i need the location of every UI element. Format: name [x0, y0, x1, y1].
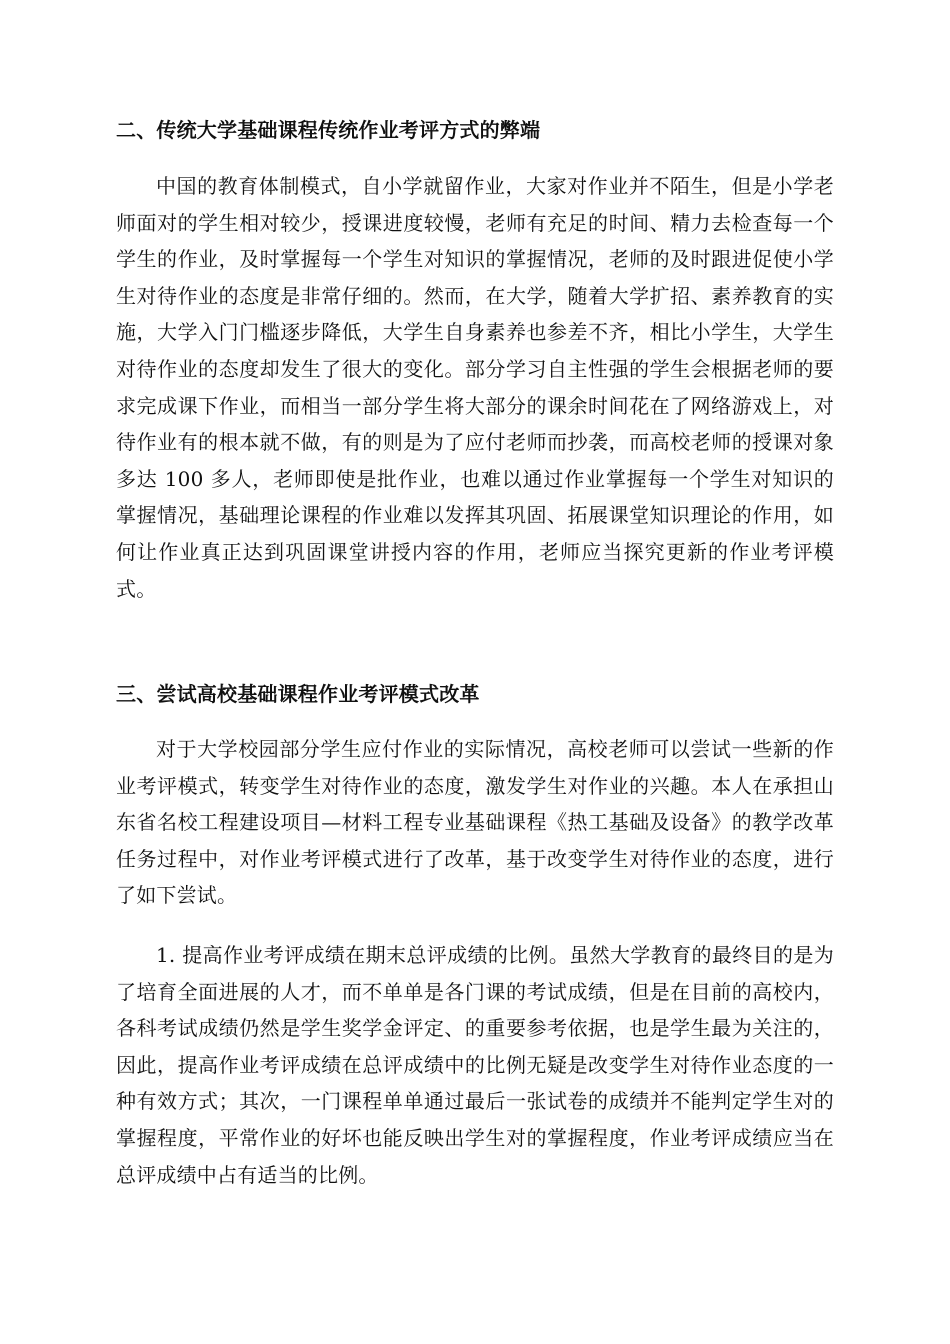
section-3-paragraph-item-1: 1. 提高作业考评成绩在期末总评成绩的比例。虽然大学教育的最终目的是为了培育全面进展的人才，而不单单是各门课的考试成绩，但是在目前的高校内，各科考试成绩仍然是学生奖学金评定、的重要参考依据，也是学生最为关注的，因此，提高作业考评成绩在总评成绩中的比例无疑是改变学生对待作业态度的一种有效方式；其次，一门课程单单通过最后一张试卷的成绩并不能判定学生对的掌握程度，平常作业的好坏也能反映出学生对的掌握程度，作业考评成绩应当在总评成绩中占有适当的比例。: [116, 943, 834, 1187]
section-heading-2: 二、传统大学基础课程传统作业考评方式的弊端: [116, 118, 541, 142]
section-2-paragraph: 中国的教育体制模式，自小学就留作业，大家对作业并不陌生，但是小学老师面对的学生相对较少，授课进度较慢，老师有充足的时间、精力去检查每一个学生的作业，及时掌握每一个学生对知识的掌握情况，老师的及时跟进促使小学生对待作业的态度是非常仔细的。然而，在大学，随着大学扩招、素养教育的实施，大学入门门槛逐步降低，大学生自身素养也参差不齐，相比小学生，大学生对待作业的态度却发生了很大的变化。部分学习自主性强的学生会根据老师的要求完成课下作业，而相当一部分学生将大部分的课余时间花在了网络游戏上，对待作业有的根本就不做，有的则是为了应付老师而抄袭，而高校老师的授课对象多达 100 多人，老师即使是批作业，也难以通过作业掌握每一个学生对知识的掌握情况，基础理论课程的作业难以发挥其巩固、拓展课堂知识理论的作用，如何让作业真正达到巩固课堂讲授内容的作用，老师应当探究更新的作业考评模式。: [116, 174, 834, 601]
section-heading-3: 三、尝试高校基础课程作业考评模式改革: [116, 682, 480, 706]
section-3-paragraph-intro: 对于大学校园部分学生应付作业的实际情况，高校老师可以尝试一些新的作业考评模式，转变学生对待作业的态度，激发学生对作业的兴趣。本人在承担山东省名校工程建设项目—材料工程专业基础课程《热工基础及设备》的教学改革任务过程中，对作业考评模式进行了改革，基于改变学生对待作业的态度，进行了如下尝试。: [116, 737, 834, 908]
